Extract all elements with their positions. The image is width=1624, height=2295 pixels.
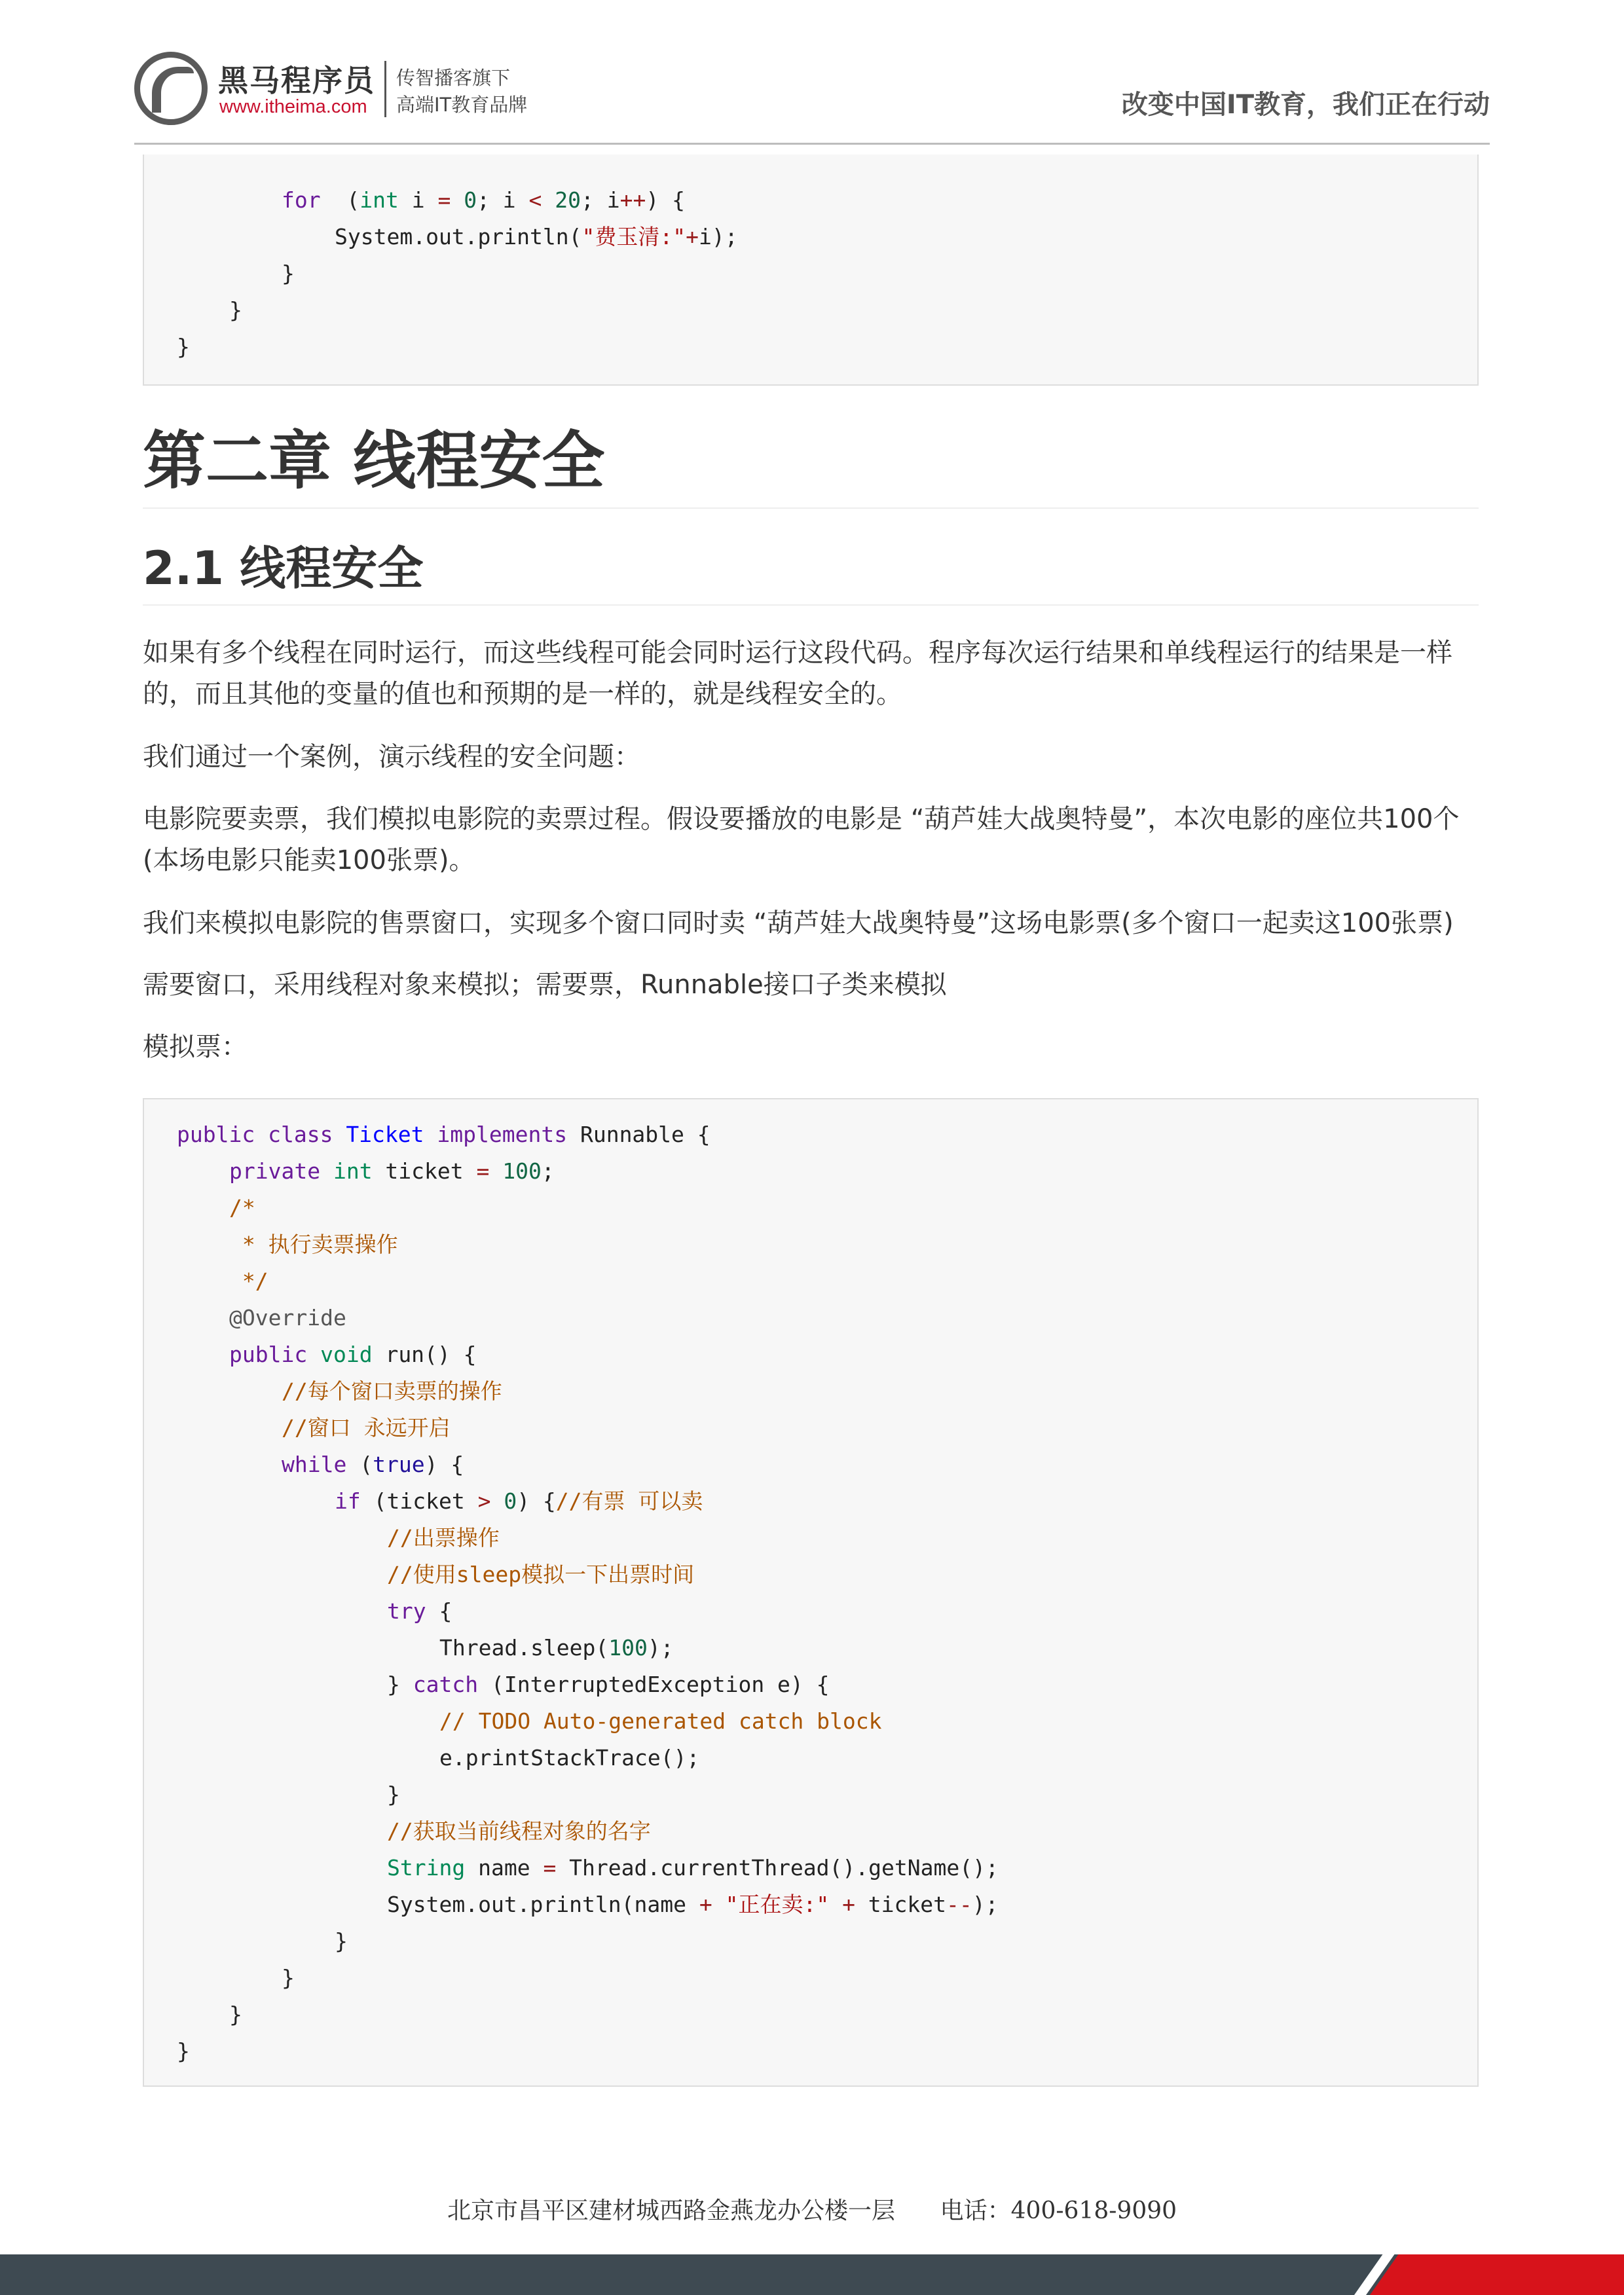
section-title: 2.1 线程安全 [143,542,424,595]
code-line [387,1855,999,1881]
code-token: System.out.println(name [387,1892,699,1917]
code-token [451,187,464,213]
code-token: } [229,2002,242,2027]
code-token: } [177,334,190,359]
code-line [387,1782,400,1808]
brand-name: 黑马程序员 [218,63,375,98]
code-token: 20 [555,187,581,213]
paragraph-ticket: 模拟票： [143,1032,248,1062]
code-token: + [842,1892,855,1917]
header-slogan: 改变中国IT教育，我们正在行动 [1121,90,1490,120]
code-token: /* [229,1195,255,1221]
brand-subtitle-2: 高端IT教育品牌 [396,94,528,116]
code-line [282,1452,464,1478]
code-token: = [543,1855,557,1881]
paragraph-case: 我们通过一个案例，演示线程的安全问题： [143,742,640,772]
code-token: for [282,187,321,213]
code-token: ( [320,187,360,213]
code-token: ; i [477,187,529,213]
code-line [282,1965,295,1991]
code-token [712,1892,726,1917]
code-token: { [426,1598,452,1624]
code-token: ticket [372,1158,477,1184]
code-token: //每个窗口卖票的操作 [282,1378,502,1404]
code-token [307,1342,320,1367]
code-token: = [476,1158,490,1184]
code-line [229,2002,242,2028]
code-token: ( [346,1452,373,1477]
paragraph-intro: 如果有多个线程在同时运行，而这些线程可能会同时运行这段代码。程序每次运行结果和单线程运行的结果是一样的，而且其他的变量的值也和预期的是一样的，就是线程安全的。 [143,638,1452,709]
code-token: int [360,187,399,213]
chapter-divider [143,507,1479,509]
code-token: + [699,1892,712,1917]
code-token: */ [229,1268,268,1294]
code-token: while [282,1452,347,1477]
code-token [333,1122,346,1147]
code-token: (InterruptedException e) { [478,1672,830,1697]
code-token: //使用sleep模拟一下出票时间 [387,1562,695,1587]
code-line [387,1525,500,1551]
code-token [542,187,555,213]
code-token: ) { [517,1488,556,1514]
code-block-ticket [143,1098,1479,2087]
code-token: i [398,187,438,213]
code-token: Thread.sleep( [439,1635,609,1661]
code-line [282,1378,502,1405]
code-line [439,1708,882,1735]
code-line [282,187,685,213]
code-line [229,1268,268,1294]
code-line [439,1635,674,1661]
brand-subtitle-1: 传智播客旗下 [396,67,511,89]
code-token: //有票 可以卖 [555,1488,703,1514]
brand-logo [134,49,593,128]
code-token: //出票操作 [387,1525,500,1551]
code-token: (ticket [360,1488,478,1514]
code-token: "费玉清:" [581,224,686,249]
code-token: void [320,1342,373,1367]
section-divider [143,604,1479,606]
footer-accent [1370,2254,1624,2295]
code-token: } [282,261,295,286]
footer-address: 北京市昌平区建材城西路金燕龙办公楼一层 [447,2197,895,2224]
horse-logo-icon [134,52,208,125]
code-token: } [335,1928,348,1954]
code-token: name [465,1855,544,1881]
code-token [489,1158,502,1184]
code-line [387,1598,452,1625]
code-line [335,1928,348,1955]
code-line [439,1745,699,1771]
code-token: + [686,224,699,249]
code-token: System.out.println( [335,224,582,249]
code-line [229,1232,398,1258]
code-token: ++ [619,187,646,213]
code-token: ) { [424,1452,464,1477]
code-token: i); [698,224,738,249]
code-token: class [268,1122,333,1147]
code-token: String [387,1855,466,1881]
code-line [229,1305,346,1331]
code-line [335,224,738,250]
code-line [177,1122,710,1148]
code-line [387,1818,651,1845]
code-token: Thread.currentThread().getName(); [556,1855,999,1881]
code-token: > [477,1488,491,1514]
code-token: public [229,1342,308,1367]
code-token: } [229,297,242,323]
code-token: * 执行卖票操作 [229,1232,398,1257]
code-token: "正在卖:" [725,1892,830,1917]
code-token: e.printStackTrace(); [439,1745,700,1771]
code-token: ) { [646,187,686,213]
footer-phone: 电话：400-618-9090 [940,2197,1177,2224]
code-token: //窗口 永远开启 [282,1415,451,1441]
code-line [387,1562,694,1588]
header-divider [134,143,1490,145]
brand-url: www.itheima.com [219,96,367,117]
code-token: private [229,1158,321,1184]
code-line [282,261,295,287]
code-line [229,1195,255,1221]
code-line [387,1892,999,1918]
code-token: run() { [372,1342,477,1367]
paragraph-simulate: 需要窗口，采用线程对象来模拟；需要票，Runnable接口子类来模拟 [143,970,947,1000]
paragraph-window: 我们来模拟电影院的售票窗口，实现多个窗口同时卖 “葫芦娃大战奥特曼”这场电影票(多个窗口一起卖这100张票) [143,908,1454,938]
code-token: } [177,2038,190,2064]
code-token: 100 [502,1158,542,1184]
code-token: //获取当前线程对象的名字 [387,1818,651,1844]
code-token: } [387,1672,413,1697]
code-block-continued [143,155,1479,386]
code-token: if [335,1488,361,1514]
code-token: 0 [504,1488,517,1514]
code-token: } [282,1965,295,1991]
code-token [829,1892,842,1917]
code-token: catch [413,1672,479,1697]
code-token: -- [946,1892,972,1917]
code-token: Runnable { [567,1122,710,1147]
code-token: 0 [464,187,477,213]
code-token: int [333,1158,373,1184]
code-token [424,1122,437,1147]
code-line [177,334,190,360]
code-token: ; [541,1158,555,1184]
code-token [490,1488,504,1514]
code-line [387,1672,830,1698]
code-token: @Override [229,1305,346,1331]
code-token: ); [972,1892,999,1917]
code-token: try [387,1598,426,1624]
code-token: ); [647,1635,674,1661]
code-token: public [177,1122,255,1147]
code-token: = [437,187,451,213]
code-token [320,1158,333,1184]
chapter-title: 第二章 线程安全 [143,424,605,498]
code-line [335,1488,703,1515]
code-token: 100 [608,1635,648,1661]
page-header [0,0,1624,145]
code-token: < [528,187,542,213]
code-token: implements [437,1122,568,1147]
code-token: ; i [581,187,620,213]
code-token: Ticket [346,1122,424,1147]
code-line [229,1158,555,1184]
code-token: ticket [855,1892,947,1917]
code-token [255,1122,268,1147]
code-line [177,2038,190,2065]
code-line [229,297,242,323]
code-token: // TODO Auto-generated catch block [439,1708,882,1734]
footer-contact [0,2192,1624,2226]
code-line [229,1342,477,1368]
code-line [282,1415,451,1441]
code-token: } [387,1782,400,1807]
brand-divider [384,61,386,117]
paragraph-cinema: 电影院要卖票，我们模拟电影院的卖票过程。假设要播放的电影是 “葫芦娃大战奥特曼”，本次电影的座位共100个(本场电影只能卖100张票)。 [143,804,1460,875]
code-token: true [373,1452,425,1477]
